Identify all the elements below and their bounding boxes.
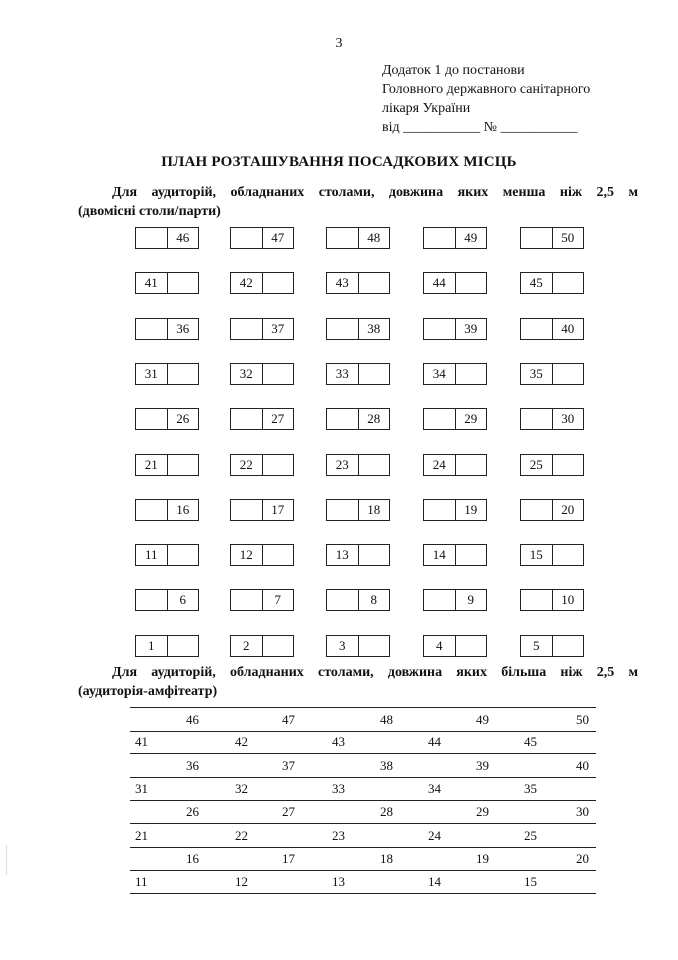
desk-seat: 41 xyxy=(136,273,168,293)
desk-seat: 14 xyxy=(424,545,456,565)
amphitheatre-seat: 26 xyxy=(186,804,199,819)
desk-seat xyxy=(424,409,456,429)
desk-seat: 7 xyxy=(274,592,281,607)
desk xyxy=(520,227,584,249)
desk-seat xyxy=(456,545,487,565)
desk xyxy=(520,544,584,566)
desk-seat: 39 xyxy=(464,321,478,336)
desk xyxy=(135,363,199,385)
desk-seat xyxy=(263,636,294,656)
desk-seat xyxy=(553,636,584,656)
desk-seat: 34 xyxy=(424,364,456,384)
desk-seat: 44 xyxy=(424,273,456,293)
amphitheatre-seat: 28 xyxy=(380,804,393,819)
amphitheatre-seat: 40 xyxy=(576,758,589,773)
desk xyxy=(520,318,584,340)
desk-seat: 5 xyxy=(521,636,553,656)
desk xyxy=(230,272,294,294)
section1-heading xyxy=(78,183,638,221)
desk-seat xyxy=(168,273,199,293)
desk-seat: 6 xyxy=(179,592,186,607)
desk xyxy=(135,318,199,340)
desk-seat: 31 xyxy=(136,364,168,384)
desk-seat xyxy=(424,500,456,520)
amphitheatre-seat: 30 xyxy=(576,804,589,819)
desk-seat xyxy=(136,409,168,429)
desk-seat xyxy=(359,273,390,293)
desk-seat: 23 xyxy=(327,455,359,475)
desk xyxy=(326,589,390,611)
desk-seat xyxy=(168,636,199,656)
desk-seat xyxy=(263,273,294,293)
amphitheatre-seat: 47 xyxy=(282,712,295,727)
amphitheatre-seat: 46 xyxy=(186,712,199,727)
desk xyxy=(135,408,199,430)
desk xyxy=(326,363,390,385)
amphitheatre-seat: 29 xyxy=(476,804,489,819)
desk-seat xyxy=(136,590,168,610)
desk-seat xyxy=(136,500,168,520)
desk-seat xyxy=(359,455,390,475)
desk-seat: 27 xyxy=(271,411,285,426)
appendix-block xyxy=(382,61,590,137)
amphitheatre-seat: 17 xyxy=(282,851,295,866)
desk-seat: 40 xyxy=(561,321,575,336)
desk-seat xyxy=(231,409,263,429)
desk xyxy=(135,499,199,521)
desk xyxy=(230,363,294,385)
amphitheatre-row xyxy=(130,824,596,848)
amphitheatre-row xyxy=(130,777,596,801)
desk-seat xyxy=(231,500,263,520)
desk-seat xyxy=(327,500,359,520)
desk xyxy=(135,635,199,657)
section2-heading-line2: (аудиторія-амфітеатр) xyxy=(78,684,218,699)
desk-seat xyxy=(553,364,584,384)
desk xyxy=(423,408,487,430)
desk xyxy=(230,589,294,611)
amphitheatre-seat: 45 xyxy=(524,734,537,749)
desk-seat: 12 xyxy=(231,545,263,565)
desk-seat: 38 xyxy=(367,321,381,336)
amphitheatre-seat: 36 xyxy=(186,758,199,773)
amphitheatre-seat: 35 xyxy=(524,781,537,796)
page-number: 3 xyxy=(335,36,343,51)
desk-seat: 10 xyxy=(561,592,575,607)
desk xyxy=(135,227,199,249)
amphitheatre-row xyxy=(130,730,596,754)
desk-seat: 36 xyxy=(176,321,190,336)
amphitheatre-seat: 38 xyxy=(380,758,393,773)
amphitheatre-seat: 42 xyxy=(235,734,248,749)
section1-heading-line1: Для аудиторій, обладнаних столами, довжина яких менша ніж 2,5 м xyxy=(112,185,638,200)
desk-seat xyxy=(263,455,294,475)
desk-seat: 28 xyxy=(367,411,381,426)
desk-seat: 35 xyxy=(521,364,553,384)
desk xyxy=(230,318,294,340)
desk xyxy=(423,318,487,340)
amphitheatre-seat: 21 xyxy=(135,828,148,843)
desk-seat xyxy=(359,364,390,384)
amphitheatre-seat: 44 xyxy=(428,734,441,749)
amphitheatre-seat: 25 xyxy=(524,828,537,843)
amphitheatre-seat: 22 xyxy=(235,828,248,843)
desk-seat xyxy=(231,319,263,339)
desk-seat: 24 xyxy=(424,455,456,475)
desk-seat: 1 xyxy=(136,636,168,656)
desk xyxy=(423,544,487,566)
desk-seat xyxy=(553,273,584,293)
desk xyxy=(135,272,199,294)
desk xyxy=(135,454,199,476)
amphitheatre-seat: 15 xyxy=(524,874,537,889)
desk-seat: 4 xyxy=(424,636,456,656)
desk-seat: 17 xyxy=(271,502,285,517)
appendix-line: Головного державного санітарного xyxy=(382,82,591,97)
desk xyxy=(326,499,390,521)
amphitheatre-row xyxy=(130,847,596,871)
desk-seat xyxy=(553,545,584,565)
desk-seat xyxy=(136,319,168,339)
desk xyxy=(326,408,390,430)
desk-seat: 2 xyxy=(231,636,263,656)
desk-seat: 15 xyxy=(521,545,553,565)
amphitheatre-seat: 24 xyxy=(428,828,441,843)
desk xyxy=(326,318,390,340)
desk-seat: 45 xyxy=(521,273,553,293)
amphitheatre-row xyxy=(130,870,596,894)
desk-seat: 19 xyxy=(464,502,478,517)
appendix-line: лікаря України xyxy=(382,101,471,116)
desk xyxy=(423,499,487,521)
desk xyxy=(326,227,390,249)
desk-seat xyxy=(231,228,263,248)
appendix-line: від ___________ № ___________ xyxy=(382,120,578,135)
amphitheatre-seat: 14 xyxy=(428,874,441,889)
amphitheatre-seat: 39 xyxy=(476,758,489,773)
amphitheatre-row xyxy=(130,707,596,732)
desk xyxy=(520,272,584,294)
desk-seat xyxy=(263,364,294,384)
desk-seat xyxy=(424,319,456,339)
appendix-line: Додаток 1 до постанови xyxy=(382,63,525,78)
desk xyxy=(230,499,294,521)
desk-seat: 50 xyxy=(561,230,575,245)
desk-seat xyxy=(456,273,487,293)
desk-seat xyxy=(168,545,199,565)
desk-seat: 32 xyxy=(231,364,263,384)
amphitheatre-seat: 20 xyxy=(576,851,589,866)
desk xyxy=(520,635,584,657)
desk xyxy=(423,635,487,657)
desk xyxy=(423,272,487,294)
desk xyxy=(326,544,390,566)
amphitheatre-seat: 13 xyxy=(332,874,345,889)
desk-seat: 42 xyxy=(231,273,263,293)
desk xyxy=(230,227,294,249)
desk-seat xyxy=(327,228,359,248)
desk-seat xyxy=(521,319,553,339)
amphitheatre-seat: 32 xyxy=(235,781,248,796)
desk-seat: 25 xyxy=(521,455,553,475)
desk-seat: 22 xyxy=(231,455,263,475)
desk xyxy=(135,544,199,566)
desk-seat xyxy=(327,319,359,339)
amphitheatre-seat: 33 xyxy=(332,781,345,796)
section2-heading xyxy=(78,663,638,701)
amphitheatre-row xyxy=(130,754,596,778)
desk-seat: 37 xyxy=(271,321,285,336)
desk-seat: 18 xyxy=(367,502,381,517)
amphitheatre-seat: 37 xyxy=(282,758,295,773)
amphitheatre-seat: 16 xyxy=(186,851,199,866)
desk-seat xyxy=(424,228,456,248)
desk-seat: 11 xyxy=(136,545,168,565)
desk-seat xyxy=(521,409,553,429)
desk-seat xyxy=(168,364,199,384)
desk xyxy=(230,454,294,476)
amphitheatre-seat: 41 xyxy=(135,734,148,749)
desk-seat: 29 xyxy=(464,411,478,426)
desk xyxy=(423,227,487,249)
desk-seat: 8 xyxy=(370,592,377,607)
amphitheatre-row xyxy=(130,800,596,824)
desk-seat: 30 xyxy=(561,411,575,426)
desk xyxy=(520,454,584,476)
desk-seat: 21 xyxy=(136,455,168,475)
desk-seat xyxy=(424,590,456,610)
desk-seat: 16 xyxy=(176,502,190,517)
desk xyxy=(520,363,584,385)
desk-seat: 13 xyxy=(327,545,359,565)
desk xyxy=(326,272,390,294)
desk xyxy=(230,408,294,430)
desk xyxy=(135,589,199,611)
amphitheatre-seat: 18 xyxy=(380,851,393,866)
amphitheatre-seat: 49 xyxy=(476,712,489,727)
desk xyxy=(520,589,584,611)
amphitheatre-seat: 50 xyxy=(576,712,589,727)
desk-seat xyxy=(521,500,553,520)
amphitheatre-seat: 43 xyxy=(332,734,345,749)
document-title: ПЛАН РОЗТАШУВАННЯ ПОСАДКОВИХ МІСЦЬ xyxy=(161,154,517,170)
desk-seat xyxy=(327,409,359,429)
desk-seat xyxy=(263,545,294,565)
desk-seat xyxy=(168,455,199,475)
amphitheatre-seat: 34 xyxy=(428,781,441,796)
section2-heading-line1: Для аудиторій, обладнаних столами, довжина яких більша ніж 2,5 м xyxy=(112,665,638,680)
scan-mark xyxy=(6,845,7,875)
amphitheatre-seat: 11 xyxy=(135,874,148,889)
desk-seat: 48 xyxy=(367,230,381,245)
desk-seat xyxy=(136,228,168,248)
desk-seat: 33 xyxy=(327,364,359,384)
desk xyxy=(230,544,294,566)
desk-seat: 46 xyxy=(176,230,190,245)
desk-seat xyxy=(359,636,390,656)
desk xyxy=(326,454,390,476)
desk-seat xyxy=(359,545,390,565)
desk xyxy=(520,408,584,430)
amphitheatre-seat: 19 xyxy=(476,851,489,866)
desk-seat xyxy=(456,364,487,384)
desk-seat xyxy=(231,590,263,610)
desk xyxy=(423,589,487,611)
desk-seat: 9 xyxy=(467,592,474,607)
desk-seat xyxy=(456,455,487,475)
amphitheatre-seat: 27 xyxy=(282,804,295,819)
desk xyxy=(230,635,294,657)
desk-seat: 47 xyxy=(271,230,285,245)
desk-seat: 3 xyxy=(327,636,359,656)
desk xyxy=(520,499,584,521)
desk-seat: 20 xyxy=(561,502,575,517)
desk xyxy=(326,635,390,657)
desk-seat: 49 xyxy=(464,230,478,245)
desk-seat xyxy=(553,455,584,475)
amphitheatre-seat: 12 xyxy=(235,874,248,889)
desk-seat xyxy=(521,590,553,610)
desk-seat xyxy=(456,636,487,656)
desk-seat: 43 xyxy=(327,273,359,293)
desk-seat xyxy=(521,228,553,248)
amphitheatre-seat: 23 xyxy=(332,828,345,843)
section1-heading-line2: (двомісні столи/парти) xyxy=(78,204,221,219)
desk-seat: 26 xyxy=(176,411,190,426)
amphitheatre-seat: 48 xyxy=(380,712,393,727)
desk xyxy=(423,363,487,385)
desk-seat xyxy=(327,590,359,610)
desk xyxy=(423,454,487,476)
amphitheatre-seat: 31 xyxy=(135,781,148,796)
